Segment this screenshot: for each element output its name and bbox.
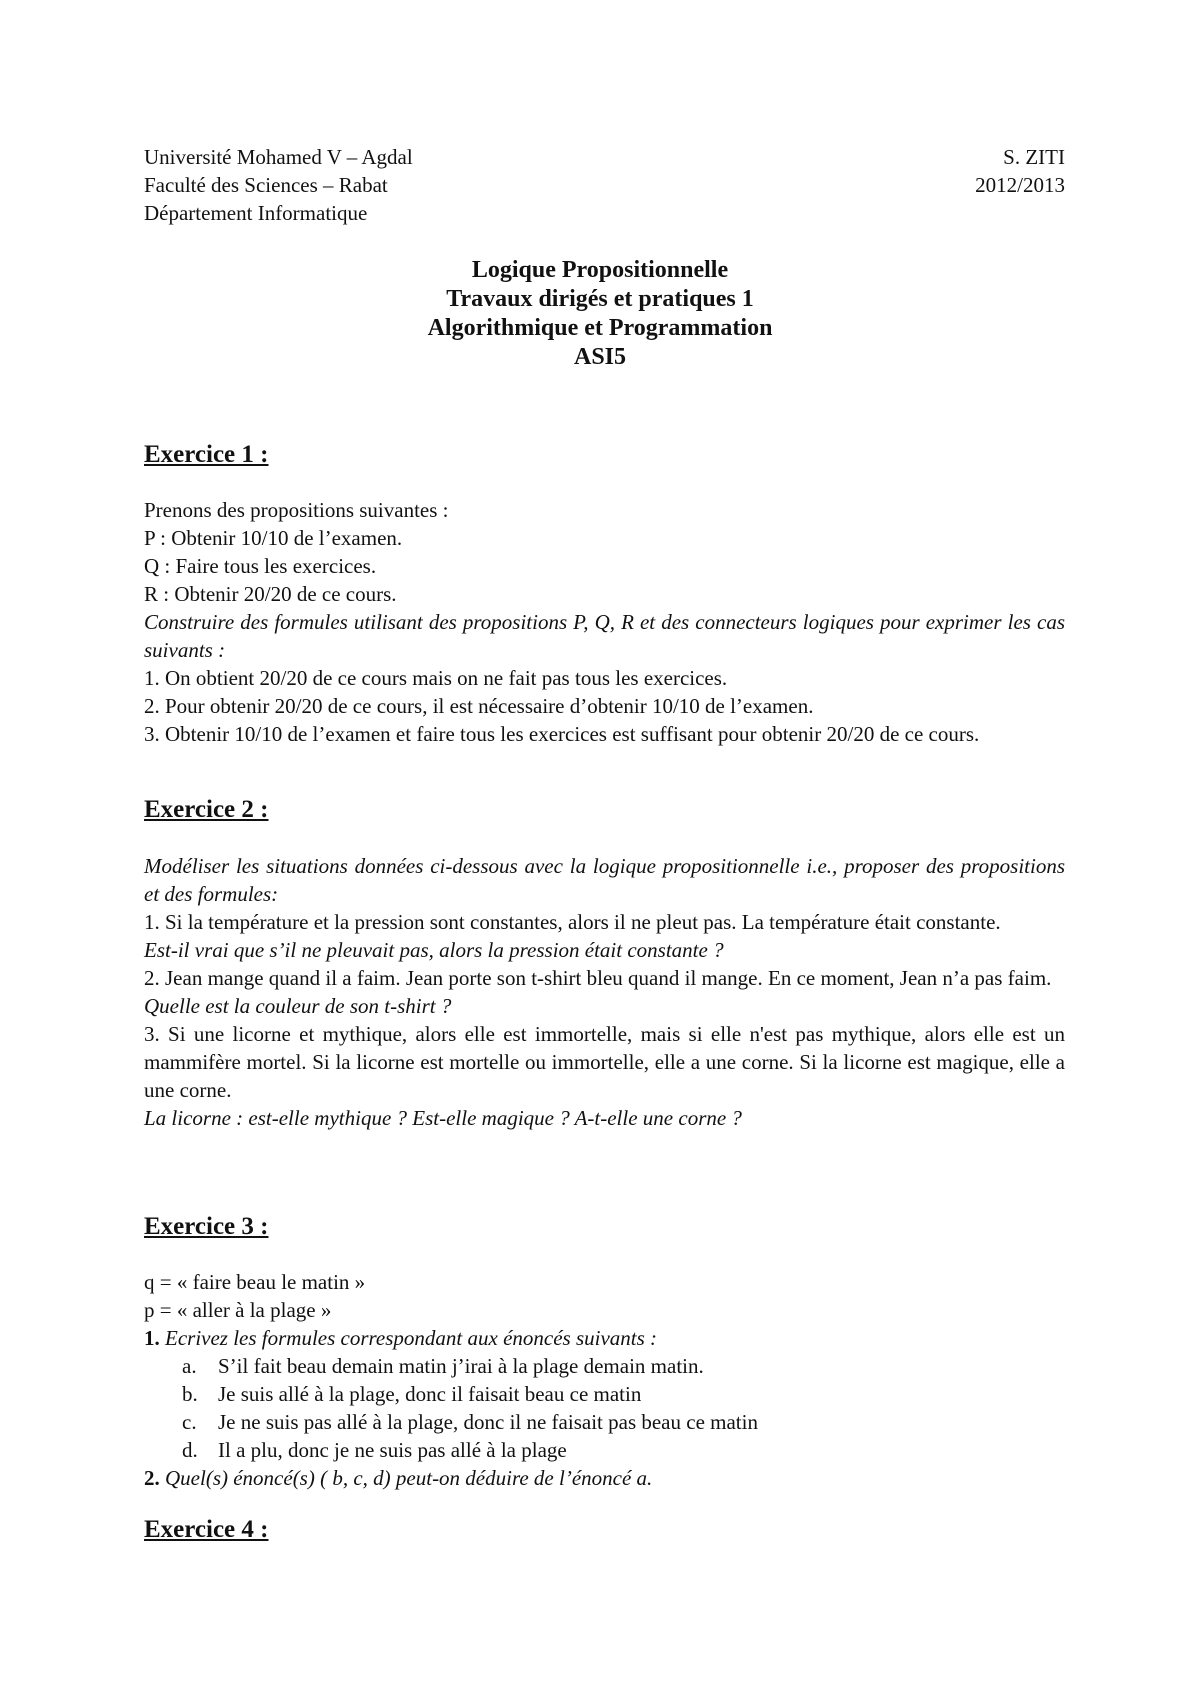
exercise-3-heading: Exercice 3 : [144,1213,269,1240]
ex2-item-2: 2. Jean mange quand il a faim. Jean porte son t-shirt bleu quand il mange. En ce moment, Jean n’a pas faim. [144,966,1052,990]
title-course-type: Travaux dirigés et pratiques 1 [446,286,754,312]
ex2-instruction: Modéliser les situations données ci-dessous avec la logique propositionnelle i.e., proposer des propositions et des formules: [144,854,1065,906]
exercise-2-heading: Exercice 2 : [144,796,269,823]
ex2-question-1: Est-il vrai que s’il ne pleuvait pas, alors la pression était constante ? [144,938,724,962]
exercise-1-heading: Exercice 1 : [144,441,269,468]
ex3-sub-b-mark: b. [182,1382,198,1406]
header-institution [144,143,413,227]
ex1-intro: Prenons des propositions suivantes : [144,498,449,522]
ex1-prop-r: R : Obtenir 20/20 de ce cours. [144,582,397,606]
university-name: Université Mohamed V – Agdal [144,145,413,169]
ex3-sub-b [144,1380,1065,1408]
ex3-sub-c-text: Je ne suis pas allé à la plage, donc il ne faisait pas beau ce matin [218,1410,758,1434]
faculty-name: Faculté des Sciences – Rabat [144,173,388,197]
ex1-item-2: 2. Pour obtenir 20/20 de ce cours, il est nécessaire d’obtenir 10/10 de l’examen. [144,694,814,718]
title-module: Algorithmique et Programmation [427,315,773,341]
title-class: ASI5 [573,344,627,370]
department-name: Département Informatique [144,201,368,225]
exercise-2-body [144,852,1065,1132]
academic-year: 2012/2013 [975,173,1065,197]
ex3-sub-d-mark: d. [182,1438,198,1462]
exercise-1-body [144,496,1065,748]
ex3-part-1-text: Ecrivez les formules correspondant aux énoncés suivants : [159,1326,658,1350]
header-author [975,143,1065,199]
ex2-question-2: Quelle est la couleur de son t-shirt ? [144,994,452,1018]
exercise-4-heading: Exercice 4 : [144,1516,269,1543]
ex3-sub-d-text: Il a plu, donc je ne suis pas allé à la plage [218,1438,567,1462]
title-subject: Logique Propositionnelle [471,257,729,283]
ex3-part-2-number: 2. [144,1466,160,1490]
ex2-item-1: 1. Si la température et la pression sont constantes, alors il ne pleut pas. La température était constante. [144,910,1001,934]
ex3-def-p: p = « aller à la plage » [144,1298,332,1322]
ex3-sub-c-mark: c. [182,1410,197,1434]
ex2-item-3: 3. Si une licorne et mythique, alors elle est immortelle, mais si elle n'est pas mythique, alors elle est un mammifère mortel. Si la licorne est mortelle ou immortelle, elle a une corne. Si la licorne est magique, elle a une corne. [144,1022,1065,1102]
ex3-sub-c [144,1408,1065,1436]
ex3-def-q: q = « faire beau le matin » [144,1270,366,1294]
ex3-part-1 [144,1324,1065,1352]
ex1-instruction: Construire des formules utilisant des propositions P, Q, R et des connecteurs logiques pour exprimer les cas suivants : [144,610,1065,662]
ex1-prop-q: Q : Faire tous les exercices. [144,554,377,578]
ex2-question-3: La licorne : est-elle mythique ? Est-elle magique ? A-t-elle une corne ? [144,1106,742,1130]
ex3-sub-a-text: S’il fait beau demain matin j’irai à la plage demain matin. [218,1354,704,1378]
ex3-part-2-text: Quel(s) énoncé(s) ( b, c, d) peut-on déduire de l’énoncé a. [159,1466,653,1490]
author-name: S. ZITI [1003,145,1065,169]
ex3-part-2 [144,1464,1065,1492]
document-title-block [0,256,1200,372]
exercise-3-body [144,1268,1065,1492]
ex3-part-1-number: 1. [144,1326,160,1350]
ex1-prop-p: P : Obtenir 10/10 de l’examen. [144,526,403,550]
ex3-sub-b-text: Je suis allé à la plage, donc il faisait beau ce matin [218,1382,642,1406]
ex3-sub-d [144,1436,1065,1464]
ex1-item-3: 3. Obtenir 10/10 de l’examen et faire tous les exercices est suffisant pour obtenir 20/20 de ce cours. [144,722,980,746]
ex3-sub-a [144,1352,1065,1380]
ex3-sub-a-mark: a. [182,1354,197,1378]
ex1-item-1: 1. On obtient 20/20 de ce cours mais on ne fait pas tous les exercices. [144,666,728,690]
